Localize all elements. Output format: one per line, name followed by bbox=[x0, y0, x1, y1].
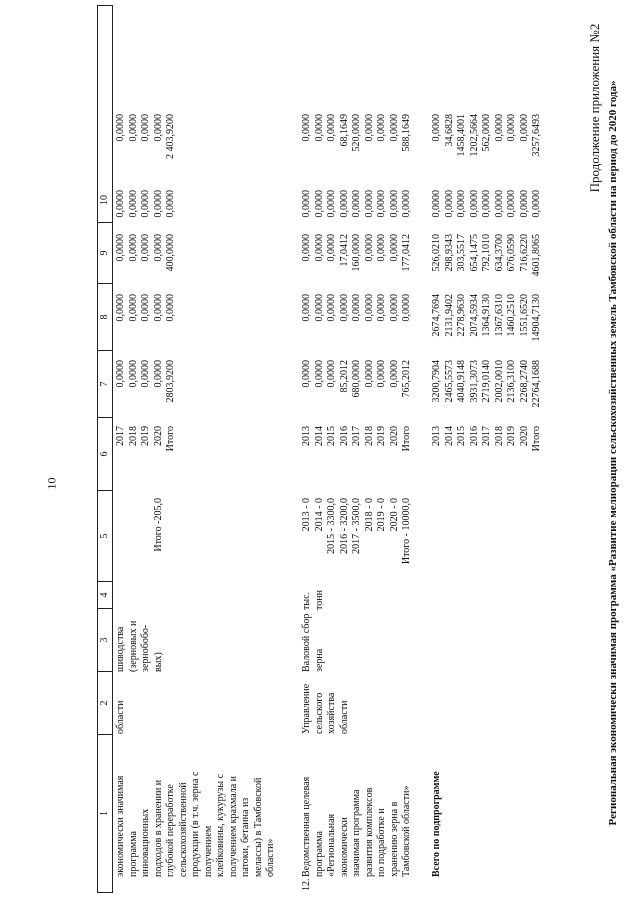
cell-line: 0,0000 bbox=[388, 114, 400, 142]
cell-line: 0,0000 bbox=[481, 190, 492, 218]
cell-line: 680,0000 bbox=[351, 360, 362, 398]
table-row-11 bbox=[113, 5, 291, 893]
cell-line: 0,0000 bbox=[388, 360, 400, 388]
cell-line: 0,0000 bbox=[301, 294, 312, 322]
section-footer-title: Региональная экономически значимая программа «Развитие мелиорации сельскохозяйственных земель Тамбовской области на период до 2020 года» bbox=[607, 80, 619, 826]
cell-line: 0,0000 bbox=[301, 360, 312, 388]
cell-line: 0,0000 bbox=[388, 234, 400, 262]
total-funding-cell bbox=[301, 358, 421, 424]
cell-line: 0,0000 bbox=[506, 114, 517, 142]
cell-line: 0,0000 bbox=[376, 190, 387, 218]
other-funding-cell bbox=[115, 112, 291, 188]
federal-funding-cell bbox=[115, 292, 291, 358]
cell-line: 0,0000 bbox=[313, 114, 325, 142]
cell-line: 2674,7694 bbox=[431, 294, 442, 337]
cell-line: 0,0000 bbox=[388, 190, 400, 218]
cell-line: 0,0000 bbox=[493, 114, 505, 142]
appendix-header-text: Продолжение приложения №2 bbox=[587, 23, 602, 193]
cell-line: хранению зерна в bbox=[388, 801, 400, 877]
column-header-row bbox=[97, 5, 113, 893]
cell-line: тонн bbox=[313, 590, 325, 610]
local-funding-cell bbox=[431, 188, 549, 232]
cell-line: 2013 bbox=[301, 426, 312, 446]
cell-line: 0,0000 bbox=[313, 360, 325, 388]
cell-line: 0,0000 bbox=[326, 294, 337, 322]
cell-line: 0,0000 bbox=[376, 234, 387, 262]
cell-line: по подработке и bbox=[376, 808, 387, 877]
cell-line: экономически bbox=[338, 817, 350, 877]
years-cell bbox=[431, 424, 549, 496]
regional-funding-cell bbox=[431, 232, 549, 292]
cell-line: 1367,6310 bbox=[493, 294, 505, 337]
cell-line: 0,0000 bbox=[152, 360, 164, 388]
cell-line: 0,0000 bbox=[338, 190, 350, 218]
cell-line: 303,5517 bbox=[456, 234, 467, 272]
table-row-12 bbox=[291, 5, 421, 893]
cell-line: 2719,0140 bbox=[481, 360, 492, 403]
cell-line: 634,3700 bbox=[493, 234, 505, 272]
cell-line: 2017 bbox=[481, 426, 492, 446]
cell-line: 2013 - 0 bbox=[301, 498, 312, 532]
cell-line: вых) bbox=[152, 652, 164, 672]
cell-line: продукции (в т.ч. зерна с bbox=[190, 771, 201, 877]
cell-line: 0,0000 bbox=[152, 234, 164, 262]
cell-line: получением bbox=[202, 825, 214, 877]
cell-line: 2018 - 0 bbox=[363, 498, 375, 532]
cell-line: 0,0000 bbox=[506, 190, 517, 218]
cell-line: области bbox=[115, 700, 126, 734]
program-name-cell bbox=[301, 736, 421, 879]
cell-line: 68,1649 bbox=[338, 114, 350, 147]
cell-line: 0,0000 bbox=[140, 114, 151, 142]
federal-funding-cell bbox=[431, 292, 549, 358]
cell-line: 160,0000 bbox=[351, 234, 362, 272]
cell-line: 0,0000 bbox=[431, 190, 442, 218]
cell-line: 0,0000 bbox=[456, 190, 467, 218]
cell-line: 526,0210 bbox=[431, 234, 442, 272]
column-header-5: 5 bbox=[98, 490, 112, 581]
cell-line: области bbox=[338, 700, 350, 734]
cell-line: 0,0000 bbox=[152, 114, 164, 142]
cell-line: 765,2012 bbox=[401, 360, 412, 398]
cell-line: 0,0000 bbox=[431, 114, 442, 142]
cell-line: шиводства bbox=[115, 626, 126, 672]
budget-table bbox=[97, 5, 549, 893]
cell-line: Управление bbox=[301, 683, 312, 734]
cell-line: 1202,5664 bbox=[468, 114, 480, 157]
cell-line: 0,0000 bbox=[401, 294, 412, 322]
total-label: Всего по подпрограмме bbox=[431, 771, 442, 877]
cell-line: 0,0000 bbox=[301, 190, 312, 218]
cell-line: 2017 - 3500,0 bbox=[351, 498, 362, 554]
cell-line: 2136,3100 bbox=[506, 360, 517, 403]
cell-line: 2016 bbox=[338, 426, 350, 446]
cell-line: Валовой сбор bbox=[301, 613, 312, 672]
cell-line: 2017 bbox=[115, 426, 126, 446]
cell-line: 562,0000 bbox=[481, 114, 492, 152]
cell-line: 2131,9402 bbox=[443, 294, 455, 337]
column-header-9: 9 bbox=[98, 222, 112, 283]
cell-line: мелассы) в Тамбовской bbox=[252, 777, 264, 877]
cell-line: Итого -205,0 bbox=[152, 498, 164, 552]
cell-line: 2014 - 0 bbox=[313, 498, 325, 532]
cell-line: Ведомственная целевая bbox=[301, 776, 312, 877]
indicator-cell bbox=[115, 612, 291, 674]
column-header-10: 10 bbox=[99, 195, 110, 205]
cell-line: 3257,6493 bbox=[531, 114, 542, 157]
cell-line: 0,0000 bbox=[313, 294, 325, 322]
column-header-6: 6 bbox=[98, 417, 112, 490]
cell-line: 0,0000 bbox=[493, 190, 505, 218]
cell-line: 1458,4001 bbox=[456, 114, 467, 157]
cell-line: 0,0000 bbox=[115, 294, 126, 322]
cell-line: 2278,9630 bbox=[456, 294, 467, 337]
cell-line: экономически значимая bbox=[115, 775, 126, 877]
cell-line: 0,0000 bbox=[518, 190, 530, 218]
cell-line: зерна bbox=[313, 648, 325, 672]
cell-line: 1551,6520 bbox=[518, 294, 530, 337]
cell-line: «Региональная bbox=[326, 813, 337, 877]
cell-line: 34,6828 bbox=[443, 114, 455, 147]
cell-line: 0,0000 bbox=[363, 360, 375, 388]
cell-line: 2014 bbox=[443, 426, 455, 446]
column-header-4: 4 bbox=[98, 581, 112, 608]
indicator-cell bbox=[301, 612, 421, 674]
cell-line: 2016 bbox=[468, 426, 480, 446]
cell-line: инновационных bbox=[140, 808, 151, 877]
cell-line: 4040,9148 bbox=[456, 360, 467, 403]
cell-line: 85,2012 bbox=[338, 360, 350, 393]
unit-cell bbox=[301, 586, 421, 612]
cell-line: получением крахмала и bbox=[227, 775, 239, 877]
cell-line: 0,0000 bbox=[326, 234, 337, 262]
cell-line: 298,9343 bbox=[443, 234, 455, 272]
cell-line: 0,0000 bbox=[363, 294, 375, 322]
cell-line: глубокой переработке bbox=[165, 784, 176, 877]
cell-line: программа bbox=[127, 831, 139, 877]
cell-line: 0,0000 bbox=[313, 234, 325, 262]
target-values-cell bbox=[301, 496, 421, 586]
cell-line: 0,0000 bbox=[351, 294, 362, 322]
other-funding-cell bbox=[301, 112, 421, 188]
regional-funding-cell bbox=[301, 232, 421, 292]
cell-line: Итого - 10000,0 bbox=[401, 498, 412, 565]
local-funding-cell bbox=[115, 188, 291, 232]
cell-line: сельскохозяйственной bbox=[177, 782, 189, 877]
cell-line: 0,0000 bbox=[165, 190, 176, 218]
column-header-7: 7 bbox=[98, 350, 112, 417]
cell-line: Итого bbox=[165, 426, 176, 452]
cell-line: области» bbox=[265, 838, 276, 877]
cell-line: 2014 bbox=[313, 426, 325, 446]
cell-line: 1460,2510 bbox=[506, 294, 517, 337]
cell-line bbox=[128, 498, 141, 584]
cell-line: 400,0000 bbox=[165, 234, 176, 272]
cell-line: 2013 bbox=[431, 426, 442, 446]
executor-cell bbox=[301, 674, 421, 736]
cell-line: 0,0000 bbox=[313, 190, 325, 218]
cell-line: 0,0000 bbox=[140, 190, 151, 218]
cell-line: 0,0000 bbox=[115, 360, 126, 388]
cell-line: 0,0000 bbox=[301, 234, 312, 262]
cell-line: 588,1649 bbox=[401, 114, 412, 152]
cell-line: 0,0000 bbox=[443, 190, 455, 218]
regional-funding-cell bbox=[115, 232, 291, 292]
cell-line: зернобобо- bbox=[140, 624, 151, 672]
cell-line: 2019 - 0 bbox=[376, 498, 387, 532]
total-funding-cell bbox=[115, 358, 291, 424]
cell-line: 520,0000 bbox=[351, 114, 362, 152]
other-funding-cell bbox=[431, 112, 549, 188]
cell-line: 2018 bbox=[493, 426, 505, 446]
cell-line: 0,0000 bbox=[326, 114, 337, 142]
row-number: 12. bbox=[301, 878, 312, 891]
cell-line: 2015 bbox=[456, 426, 467, 446]
page-number: 10 bbox=[44, 477, 59, 490]
cell-line: 0,0000 bbox=[127, 234, 139, 262]
cell-line: 2018 bbox=[363, 426, 375, 446]
cell-line: Итого bbox=[531, 426, 542, 452]
cell-line: 2074,5934 bbox=[468, 294, 480, 337]
cell-line: 2016 - 3200,0 bbox=[338, 498, 350, 554]
cell-line bbox=[140, 498, 153, 584]
program-name-cell bbox=[115, 736, 291, 879]
cell-line: 0,0000 bbox=[401, 190, 412, 218]
cell-line: значимая программа bbox=[351, 789, 362, 877]
cell-line: 0,0000 bbox=[115, 114, 126, 142]
cell-line: 0,0000 bbox=[351, 190, 362, 218]
cell-line: 2019 bbox=[506, 426, 517, 446]
cell-line: 2020 bbox=[388, 426, 400, 446]
cell-line: 14904,7130 bbox=[531, 294, 542, 342]
cell-line: 2017 bbox=[351, 426, 362, 446]
cell-line: 2019 bbox=[140, 426, 151, 446]
cell-line: Тамбовской области» bbox=[401, 785, 412, 877]
cell-line: 2015 - 3300,0 bbox=[326, 498, 337, 554]
cell-line: 0,0000 bbox=[127, 360, 139, 388]
total-funding-cell bbox=[431, 358, 549, 424]
cell-line: 17,0412 bbox=[338, 234, 350, 267]
executor-cell bbox=[115, 674, 291, 736]
cell-line: 2020 bbox=[152, 426, 164, 446]
cell-line: 2465,5573 bbox=[443, 360, 455, 403]
cell-line: 0,0000 bbox=[326, 190, 337, 218]
cell-line: 0,0000 bbox=[338, 294, 350, 322]
cell-line: 0,0000 bbox=[376, 114, 387, 142]
cell-line: 3200,7904 bbox=[431, 360, 442, 403]
cell-line: патоки, бетаина из bbox=[240, 797, 251, 877]
column-header-2: 2 bbox=[98, 671, 112, 734]
column-header-1: 1 bbox=[98, 734, 112, 892]
cell-line: 0,0000 bbox=[115, 234, 126, 262]
cell-line: 654,1475 bbox=[468, 234, 480, 272]
cell-line: 2020 - 0 bbox=[388, 498, 400, 532]
cell-line: 2015 bbox=[326, 426, 337, 446]
years-cell bbox=[115, 424, 291, 496]
cell-line: развития комплексов bbox=[363, 787, 375, 877]
cell-line: подходов в хранении и bbox=[152, 779, 164, 877]
cell-line: 2002,0010 bbox=[493, 360, 505, 403]
cell-line: 0,0000 bbox=[115, 190, 126, 218]
column-header-3: 3 bbox=[98, 608, 112, 671]
cell-line: 0,0000 bbox=[376, 360, 387, 388]
cell-line: 4601,8065 bbox=[531, 234, 542, 277]
cell-line: 0,0000 bbox=[518, 114, 530, 142]
cell-line: 177,0412 bbox=[401, 234, 412, 272]
local-funding-cell bbox=[301, 188, 421, 232]
cell-line: хозяйства bbox=[326, 692, 337, 734]
cell-line: 0,0000 bbox=[531, 190, 542, 218]
cell-line: 0,0000 bbox=[376, 294, 387, 322]
cell-line: 1364,9130 bbox=[481, 294, 492, 337]
cell-line bbox=[115, 498, 128, 584]
table-row-total bbox=[421, 5, 549, 893]
cell-line: 3931,3073 bbox=[468, 360, 480, 403]
cell-line: 0,0000 bbox=[468, 190, 480, 218]
cell-line: 0,0000 bbox=[127, 114, 139, 142]
cell-line: 0,0000 bbox=[152, 190, 164, 218]
cell-line: (зерновых и bbox=[127, 620, 139, 672]
cell-line: 2019 bbox=[376, 426, 387, 446]
cell-line: 0,0000 bbox=[165, 294, 176, 322]
cell-line: 0,0000 bbox=[326, 360, 337, 388]
cell-line: 0,0000 bbox=[127, 294, 139, 322]
cell-line: 2020 bbox=[518, 426, 530, 446]
federal-funding-cell bbox=[301, 292, 421, 358]
cell-line: 2018 bbox=[127, 426, 139, 446]
cell-line: Итого bbox=[401, 426, 412, 452]
cell-line: 792,1010 bbox=[481, 234, 492, 272]
cell-line: 0,0000 bbox=[140, 294, 151, 322]
cell-line: 0,0000 bbox=[140, 234, 151, 262]
years-cell bbox=[301, 424, 421, 496]
column-header-8: 8 bbox=[98, 283, 112, 350]
cell-line: клейковины, кукурузы с bbox=[215, 773, 226, 877]
cell-line: программа bbox=[313, 831, 325, 877]
cell-line: 2803,9200 bbox=[165, 360, 176, 403]
cell-line: сельского bbox=[313, 692, 325, 734]
cell-line: 676,0590 bbox=[506, 234, 517, 272]
target-values-cell bbox=[115, 496, 291, 586]
cell-line: 2 403,9200 bbox=[165, 114, 176, 159]
cell-line: 0,0000 bbox=[127, 190, 139, 218]
cell-line: тыс. bbox=[301, 591, 312, 610]
cell-line: 0,0000 bbox=[388, 294, 400, 322]
cell-line: 0,0000 bbox=[301, 114, 312, 142]
cell-line: 716,6220 bbox=[518, 234, 530, 272]
cell-line: 22764,1688 bbox=[531, 360, 542, 408]
cell-line: 0,0000 bbox=[363, 190, 375, 218]
cell-line: 0,0000 bbox=[140, 360, 151, 388]
cell-line: 0,0000 bbox=[363, 114, 375, 142]
cell-line: 0,0000 bbox=[152, 294, 164, 322]
cell-line: 2268,2740 bbox=[518, 360, 530, 403]
cell-line: 0,0000 bbox=[363, 234, 375, 262]
